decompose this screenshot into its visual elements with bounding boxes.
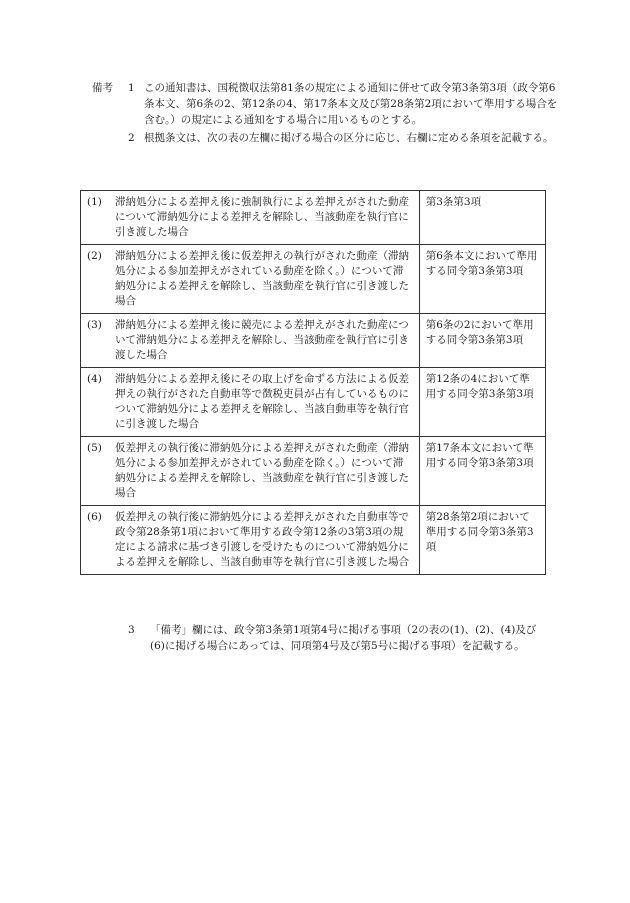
case-cell (81, 437, 420, 506)
reference-cell: 第3条第3項 (419, 191, 545, 245)
row-number: (2) (87, 250, 102, 262)
table-row (81, 245, 546, 314)
note-1 (92, 80, 562, 128)
reference-cell: 第12条の4において準用する同令第3条第3項 (419, 368, 545, 437)
case-cell (81, 314, 420, 368)
reference-cell: 第6条の2において準用する同令第3条第3項 (419, 314, 545, 368)
row-number: (3) (87, 319, 102, 331)
table-row (81, 191, 546, 245)
note-number: 3 (128, 624, 135, 636)
table-row (81, 368, 546, 437)
note-number: 1 (128, 82, 135, 94)
reference-cell: 第6条本文において準用する同令第3条第3項 (419, 245, 545, 314)
case-text: 仮差押えの執行後に滞納処分による差押えがされた自動車等で政令第28条第1項において準用する政令第12条の3第3項の規定による請求に基づき引渡しを受けたものについて滞納処分による差押えを解除し、当該自動車等を執行官に引き渡した場合 (115, 511, 409, 568)
reference-cell: 第17条本文において準用する同令第3条第3項 (419, 437, 545, 506)
reference-cell: 第28条第2項において準用する同令第3条第3項 (419, 506, 545, 575)
row-number: (1) (87, 196, 102, 208)
note-text: 根拠条文は、次の表の左欄に掲げる場合の区分に応じ、右欄に定める条項を記載する。 (144, 132, 554, 144)
table-row (81, 437, 546, 506)
case-cell (81, 245, 420, 314)
case-cell (81, 368, 420, 437)
table-row (81, 506, 546, 575)
notes-section (92, 80, 562, 146)
case-text: 仮差押えの執行後に滞納処分による差押えがされた動産（滞納処分による参加差押えがされている動産を除く。）について滞納処分による差押えを解除し、当該動産を執行官に引き渡した場合 (115, 442, 409, 499)
case-text: 滞納処分による差押え後に競売による差押えがされた動産について滞納処分による差押えを解除し、当該動産を執行官に引き渡した場合 (115, 319, 409, 361)
case-cell (81, 191, 420, 245)
case-text: 滞納処分による差押え後に仮差押えの執行がされた動産（滞納処分による参加差押えがされている動産を除く。）について滞納処分による差押えを解除し、当該動産を執行官に引き渡した場合 (115, 250, 409, 307)
row-number: (4) (87, 373, 102, 385)
notes-label: 備考 (92, 82, 113, 94)
case-text: 滞納処分による差押え後にその取上げを命ずる方法による仮差押えの執行がされた自動車等で徴税吏員が占有しているものについて滞納処分による差押えを解除し、当該自動車等を執行官に引き渡した場合 (115, 373, 409, 430)
case-text: 滞納処分による差押え後に強制執行による差押えがされた動産について滞納処分による差押えを解除し、当該動産を執行官に引き渡した場合 (115, 196, 409, 238)
table-row (81, 314, 546, 368)
row-number: (6) (87, 511, 102, 523)
case-cell (81, 506, 420, 575)
note-number: 2 (128, 132, 135, 144)
note-text: この通知書は、国税徴収法第81条の規定による通知に併せて政令第3条第3項（政令第6条本文、第6条の2、第12条の4、第17条本文及び第28条第2項において準用する場合を含む。）の規定による通知をする場合に用いるものとする。 (144, 82, 558, 126)
row-number: (5) (87, 442, 102, 454)
note-2 (92, 130, 562, 146)
basis-table (80, 190, 546, 575)
note-text: 「備考」欄には、政令第3条第1項第4号に掲げる事項（2の表の(1)、(2)、(4)及び(6)に掲げる場合にあっては、同項第4号及び第5号に掲げる事項）を記載する。 (150, 624, 537, 652)
note-3 (128, 622, 548, 654)
